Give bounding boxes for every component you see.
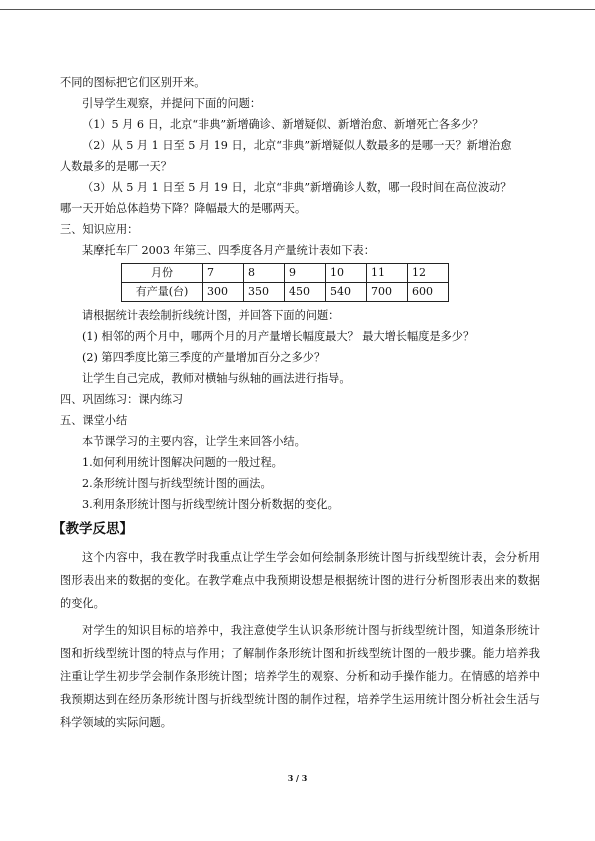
teacher-guidance: 让学生自己完成，教师对横轴与纵轴的画法进行指导。 [82, 372, 351, 385]
table-cell: 8 [244, 264, 285, 283]
question-intro: 请根据统计表绘制折线统计图，并回答下面的问题： [82, 309, 340, 322]
production-table [121, 263, 449, 302]
table-cell: 7 [203, 264, 244, 283]
table-cell: 12 [408, 264, 449, 283]
table-cell: 300 [203, 283, 244, 302]
section-heading-3: 三、知识应用： [60, 223, 139, 236]
question-1: （1）5 月 6 日，北京“非典”新增确诊、新增疑似、新增治愈、新增死亡各多少？ [82, 118, 484, 131]
table-cell: 450 [285, 283, 326, 302]
table-cell: 700 [367, 283, 408, 302]
summary-item-1: 1.如何利用统计图解决问题的一般过程。 [82, 456, 283, 469]
document-body [52, 72, 540, 734]
summary-intro: 本节课学习的主要内容，让学生来回答小结。 [82, 435, 306, 448]
table-row [122, 264, 449, 283]
summary-item-3: 3.利用条形统计图与折线型统计图分析数据的变化。 [82, 498, 339, 511]
reflection-paragraph-2: 对学生的知识目标的培养中，我注意使学生认识条形统计图与折线型统计图，知道条形统计图和折线型统计图的特点与作用；了解制作条形统计图和折线型统计图的一般步骤。能力培养我注重让学生初步学会制作条形统计图；培养学生的观察、分析和动手操作能力。在情感的培养中我预期达到在经历条形统计图与折线型统计图的制作过程，培养学生运用统计图分析社会生活与科学领域的实际问题。 [60, 624, 540, 729]
table-intro: 某摩托车厂 2003 年第三、四季度各月产量统计表如下表： [82, 244, 375, 257]
section-heading-4: 四、巩固练习：课内练习 [60, 393, 184, 406]
table-cell: 350 [244, 283, 285, 302]
text-line: 引导学生观察，并提问下面的问题： [82, 97, 262, 110]
exercise-question-1: (1) 相邻的两个月中，哪两个月的月产量增长幅度最大？ 最大增长幅度是多少？ [82, 330, 475, 343]
question-3-line1: （3）从 5 月 1 日至 5 月 19 日，北京“非典”新增确诊人数，哪一段时间在高位波动？ [82, 181, 512, 194]
header-rule [0, 9, 595, 10]
table-row [122, 283, 449, 302]
question-2-line1: （2）从 5 月 1 日至 5 月 19 日，北京“非典”新增疑似人数最多的是哪一天？新增治愈 [82, 139, 512, 152]
question-2-line2: 人数最多的是哪一天？ [60, 160, 172, 173]
table-cell: 11 [367, 264, 408, 283]
table-cell: 600 [408, 283, 449, 302]
summary-item-2: 2.条形统计图与折线型统计图的画法。 [82, 477, 272, 490]
reflection-paragraph-1: 这个内容中，我在教学时我重点让学生学会如何绘制条形统计图与折线型统计表，会分析用图形表出来的数据的变化。在教学难点中我预期设想是根据统计图的进行分析图形表出来的数据的变化。 [60, 551, 540, 610]
table-cell: 540 [326, 283, 367, 302]
text-line: 不同的图标把它们区别开来。 [60, 76, 206, 89]
table-cell: 9 [285, 264, 326, 283]
section-heading-5: 五、课堂小结 [60, 414, 128, 427]
reflection-heading: 【教学反思】 [52, 521, 133, 537]
exercise-question-2: (2) 第四季度比第三季度的产量增加百分之多少？ [82, 351, 326, 364]
question-3-line2: 哪一天开始总体趋势下降？降幅最大的是哪两天。 [60, 202, 307, 215]
table-cell: 10 [326, 264, 367, 283]
table-row-label: 月份 [122, 264, 203, 283]
page-number: 3 / 3 [287, 773, 308, 783]
table-row-label: 有产量(台) [122, 283, 203, 302]
